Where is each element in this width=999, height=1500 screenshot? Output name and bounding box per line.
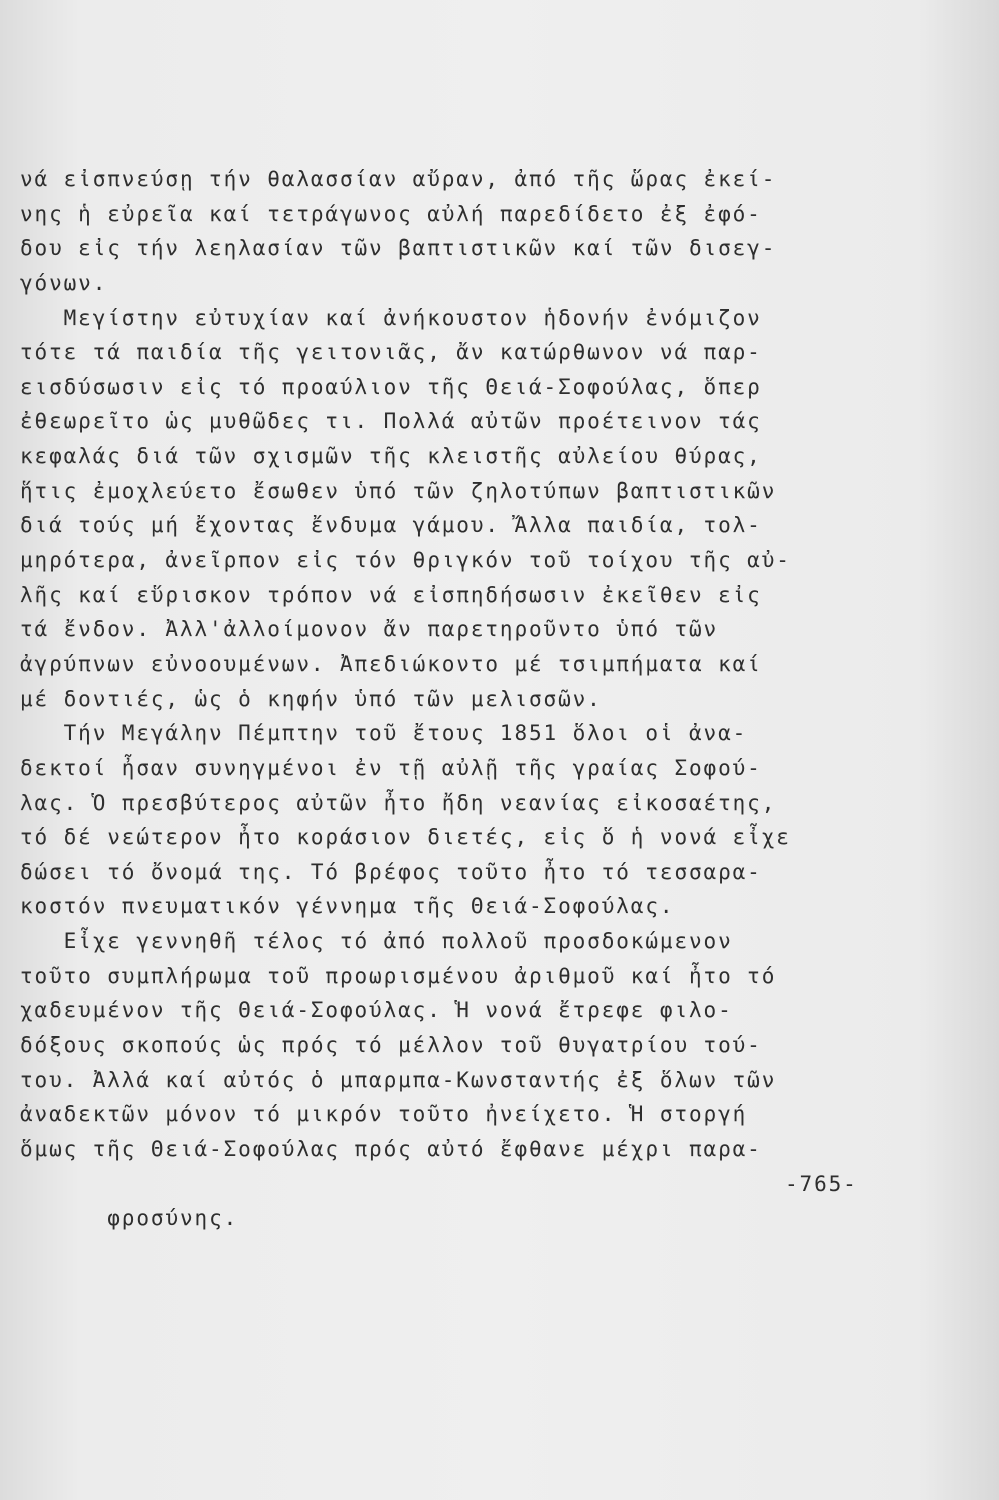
text-line: μηρότερα, ἀνεῖρπον εἰς τόν θριγκόν τοῦ τοίχου τῆς αὐ- [20, 548, 791, 573]
text-line: τό δέ νεώτερον ἦτο κοράσιον διετές, εἰς ὅ ἡ νονά εἶχε [20, 825, 791, 850]
text-line: τοῦτο συμπλήρωμα τοῦ προωρισμένου ἀριθμοῦ καί ἦτο τό [20, 963, 777, 988]
text-line: διά τούς μή ἔχοντας ἔνδυμα γάμου. Ἄλλα παιδία, τολ- [20, 513, 762, 538]
body-text [20, 162, 920, 1231]
text-line: νης ἡ εὐρεῖα καί τετράγωνος αὐλή παρεδίδετο ἐξ ἐφό- [20, 201, 762, 226]
text-line: ὅμως τῆς Θειά-Σοφούλας πρός αὐτό ἔφθανε μέχρι παρα- [20, 1136, 762, 1161]
text-line: ἥτις ἐμοχλεύετο ἔσωθεν ὑπό τῶν ζηλοτύπων βαπτιστικῶν [20, 478, 777, 503]
text-line: Εἶχε γεννηθῆ τέλος τό ἀπό πολλοῦ προσδοκώμενον [20, 929, 733, 954]
text-line: γόνων. [20, 270, 108, 295]
text-line: φροσύνης. [107, 1206, 239, 1231]
text-line: δου εἰς τήν λεηλασίαν τῶν βαπτιστικῶν καί τῶν δισεγ- [20, 236, 777, 261]
text-line: τά ἔνδον. Ἀλλ'ἀλλοίμονον ἄν παρετηροῦντο ὑπό τῶν [20, 617, 719, 642]
text-line: λῆς καί εὕρισκον τρόπον νά εἰσπηδήσωσιν ἐκεῖθεν εἰς [20, 582, 762, 607]
text-line: κεφαλάς διά τῶν σχισμῶν τῆς κλειστῆς αὐλείου θύρας, [20, 444, 762, 469]
text-line: Τήν Μεγάλην Πέμπτην τοῦ ἔτους 1851 ὅλοι οἱ ἀνα- [20, 721, 748, 746]
text-line: χαδευμένον τῆς Θειά-Σοφούλας. Ἡ νονά ἔτρεφε φιλο- [20, 998, 733, 1023]
text-line: εισδύσωσιν εἰς τό προαύλιον τῆς Θειά-Σοφούλας, ὅπερ [20, 374, 762, 399]
text-line: ἐθεωρεῖτο ὡς μυθῶδες τι. Πολλά αὐτῶν προέτεινον τάς [20, 409, 762, 434]
text-line: τότε τά παιδία τῆς γειτονιᾶς, ἄν κατώρθωνον νά παρ- [20, 340, 762, 365]
text-line: δόξους σκοπούς ὡς πρός τό μέλλον τοῦ θυγατρίου τού- [20, 1033, 762, 1058]
text-line: λας. Ὁ πρεσβύτερος αὐτῶν ἦτο ἤδη νεανίας εἰκοσαέτης, [20, 790, 777, 815]
final-line [20, 1167, 920, 1231]
text-line: Μεγίστην εὐτυχίαν καί ἀνήκουστον ἡδονήν ἐνόμιζον [20, 305, 762, 330]
page-number: -765- [785, 1171, 858, 1196]
text-line: μέ δοντιές, ὡς ὁ κηφήν ὑπό τῶν μελισσῶν. [20, 686, 602, 711]
text-line: δεκτοί ἦσαν συνηγμένοι ἐν τῇ αὐλῇ τῆς γραίας Σοφού- [20, 755, 762, 780]
text-line: κοστόν πνευματικόν γέννημα τῆς Θειά-Σοφούλας. [20, 894, 675, 919]
text-line: του. Ἀλλά καί αὐτός ὁ μπαρμπα-Κωνσταντής ἐξ ὅλων τῶν [20, 1067, 777, 1092]
text-line: δώσει τό ὄνομά της. Τό βρέφος τοῦτο ἦτο τό τεσσαρα- [20, 859, 762, 884]
text-line: ἀγρύπνων εὐνοουμένων. Ἀπεδιώκοντο μέ τσιμπήματα καί [20, 651, 762, 676]
text-line: νά εἰσπνεύσῃ τήν θαλασσίαν αὔραν, ἀπό τῆς ὥρας ἐκεί- [20, 167, 777, 191]
text-line: ἀναδεκτῶν μόνον τό μικρόν τοῦτο ἠνείχετο. Ἡ στοργή [20, 1102, 748, 1127]
